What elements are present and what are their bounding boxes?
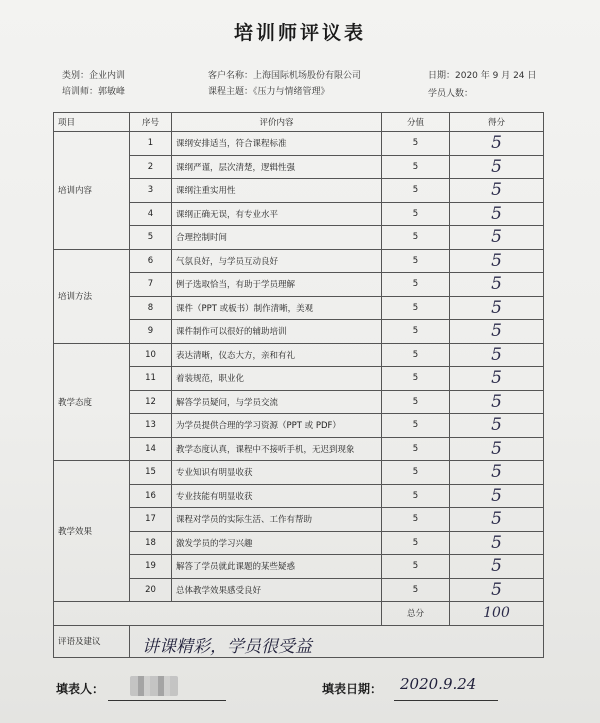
row-number: 9	[130, 320, 172, 344]
row-max-score: 5	[382, 132, 450, 156]
section-name: 培训内容	[54, 132, 130, 250]
row-number: 17	[130, 508, 172, 532]
meta-client: 客户名称：上海国际机场股份有限公司	[208, 71, 362, 81]
table-row	[54, 249, 544, 273]
row-criterion: 激发学员的学习兴趣	[172, 531, 382, 555]
row-number: 1	[130, 132, 172, 156]
table-row	[54, 343, 544, 367]
row-criterion: 为学员提供合理的学习资源（PPT 或 PDF）	[172, 414, 382, 438]
row-criterion: 课纲安排适当，符合课程标准	[172, 132, 382, 156]
row-number: 19	[130, 555, 172, 579]
row-number: 8	[130, 296, 172, 320]
row-number: 20	[130, 578, 172, 602]
row-max-score: 5	[382, 179, 450, 203]
filler-underline	[108, 700, 226, 701]
row-number: 10	[130, 343, 172, 367]
row-number: 16	[130, 484, 172, 508]
row-criterion: 气氛良好，与学员互动良好	[172, 249, 382, 273]
form-title: 培训师评议表	[233, 22, 366, 44]
row-number: 2	[130, 155, 172, 179]
row-criterion: 总体教学效果感受良好	[172, 578, 382, 602]
meta-category: 类别：企业内训	[62, 71, 126, 81]
row-handwritten-score: 5	[450, 132, 544, 156]
row-max-score: 5	[382, 484, 450, 508]
row-number: 5	[130, 226, 172, 250]
row-handwritten-score: 5	[450, 531, 544, 555]
row-max-score: 5	[382, 390, 450, 414]
row-criterion: 教学态度认真，课程中不接听手机，无迟到现象	[172, 437, 382, 461]
header-item: 项目	[54, 113, 130, 132]
row-max-score: 5	[382, 343, 450, 367]
header-content: 评价内容	[172, 113, 382, 132]
row-criterion: 合理控制时间	[172, 226, 382, 250]
total-label: 总分	[382, 602, 450, 626]
row-criterion: 专业知识有明显收获	[172, 461, 382, 485]
row-number: 15	[130, 461, 172, 485]
row-max-score: 5	[382, 461, 450, 485]
row-handwritten-score: 5	[450, 296, 544, 320]
row-handwritten-score: 5	[450, 508, 544, 532]
row-max-score: 5	[382, 531, 450, 555]
row-number: 3	[130, 179, 172, 203]
row-max-score: 5	[382, 296, 450, 320]
row-max-score: 5	[382, 320, 450, 344]
filler-label: 填表人：	[56, 682, 105, 696]
row-max-score: 5	[382, 555, 450, 579]
evaluation-table	[53, 112, 544, 658]
header-max: 分值	[382, 113, 450, 132]
row-handwritten-score: 5	[450, 249, 544, 273]
row-handwritten-score: 5	[450, 390, 544, 414]
row-handwritten-score: 5	[450, 202, 544, 226]
row-handwritten-score: 5	[450, 155, 544, 179]
row-handwritten-score: 5	[450, 414, 544, 438]
meta-date: 日期：2020 年 9 月 24 日	[428, 71, 537, 81]
row-criterion: 专业技能有明显收获	[172, 484, 382, 508]
row-handwritten-score: 5	[450, 226, 544, 250]
row-max-score: 5	[382, 226, 450, 250]
date-label: 填表日期：	[322, 682, 383, 696]
row-criterion: 课程对学员的实际生活、工作有帮助	[172, 508, 382, 532]
header-score: 得分	[450, 113, 544, 132]
row-max-score: 5	[382, 508, 450, 532]
comment-row	[54, 625, 544, 657]
row-handwritten-score: 5	[450, 578, 544, 602]
row-max-score: 5	[382, 273, 450, 297]
section-name: 教学态度	[54, 343, 130, 461]
header-seq: 序号	[130, 113, 172, 132]
row-criterion: 课纲正确无误，有专业水平	[172, 202, 382, 226]
row-criterion: 表达清晰，仪态大方，亲和有礼	[172, 343, 382, 367]
row-criterion: 解答了学员就此课题的某些疑惑	[172, 555, 382, 579]
row-number: 13	[130, 414, 172, 438]
row-criterion: 课纲注重实用性	[172, 179, 382, 203]
date-underline	[394, 700, 498, 701]
total-blank	[54, 602, 382, 626]
row-handwritten-score: 5	[450, 555, 544, 579]
row-handwritten-score: 5	[450, 320, 544, 344]
row-number: 11	[130, 367, 172, 391]
meta-students: 学员人数：	[428, 89, 474, 99]
row-max-score: 5	[382, 202, 450, 226]
row-number: 7	[130, 273, 172, 297]
row-handwritten-score: 5	[450, 273, 544, 297]
table-row	[54, 461, 544, 485]
row-max-score: 5	[382, 578, 450, 602]
row-number: 6	[130, 249, 172, 273]
meta-trainer: 培训师：郭敏峰	[62, 87, 126, 97]
row-criterion: 解答学员疑问，与学员交流	[172, 390, 382, 414]
row-max-score: 5	[382, 367, 450, 391]
row-number: 14	[130, 437, 172, 461]
redacted-name-blur	[130, 676, 178, 696]
row-criterion: 着装规范，职业化	[172, 367, 382, 391]
table-row	[54, 132, 544, 156]
row-max-score: 5	[382, 155, 450, 179]
section-name: 教学效果	[54, 461, 130, 602]
row-criterion: 课件制作可以很好的辅助培训	[172, 320, 382, 344]
row-handwritten-score: 5	[450, 343, 544, 367]
row-max-score: 5	[382, 249, 450, 273]
total-row	[54, 602, 544, 626]
row-criterion: 课件（PPT 或板书）制作清晰，美观	[172, 296, 382, 320]
row-handwritten-score: 5	[450, 179, 544, 203]
row-handwritten-score: 5	[450, 484, 544, 508]
handwritten-comment: 讲课精彩，学员很受益	[130, 625, 544, 657]
row-handwritten-score: 5	[450, 367, 544, 391]
row-number: 18	[130, 531, 172, 555]
section-name: 培训方法	[54, 249, 130, 343]
row-number: 12	[130, 390, 172, 414]
row-handwritten-score: 5	[450, 461, 544, 485]
row-criterion: 例子选取恰当，有助于学员理解	[172, 273, 382, 297]
row-number: 4	[130, 202, 172, 226]
row-max-score: 5	[382, 437, 450, 461]
row-criterion: 课纲严谨，层次清楚，逻辑性强	[172, 155, 382, 179]
comment-label: 评语及建议	[54, 625, 130, 657]
meta-topic: 课程主题：《压力与情绪管理》	[208, 87, 330, 97]
row-handwritten-score: 5	[450, 437, 544, 461]
row-max-score: 5	[382, 414, 450, 438]
total-handwritten-score: 100	[450, 602, 544, 626]
handwritten-fill-date: 2020.9.24	[400, 675, 477, 693]
table-header-row	[54, 113, 544, 132]
